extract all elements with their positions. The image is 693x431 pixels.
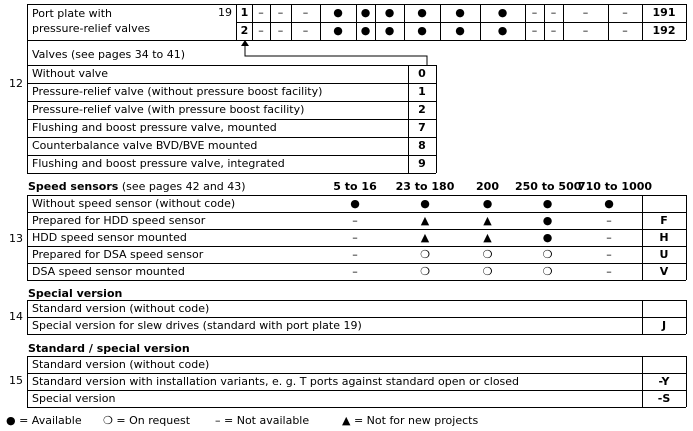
valve-row-label: Flushing and boost pressure valve, integrated [32, 157, 285, 170]
standard-special-row-label: Standard version with installation variants, e. g. T ports against standard open or closed [32, 375, 520, 388]
valve-row-label: Counterbalance valve BVD/BVE mounted [32, 139, 258, 152]
valve-row-code: 7 [418, 121, 426, 134]
valve-row-code: 0 [418, 67, 426, 80]
port-plate-cell: – [302, 24, 309, 37]
speed-sensor-cell: ❍ [542, 248, 553, 261]
speed-sensor-cell: – [352, 214, 358, 227]
port-plate-cell: ● [360, 24, 371, 37]
standard-special-row-label: Standard version (without code) [32, 358, 210, 371]
section-number-12: 12 [9, 77, 23, 90]
port-plate-cell: – [277, 24, 284, 37]
speed-sensor-row-label: Prepared for HDD speed sensor [32, 214, 206, 227]
size-column-header: 200 [476, 180, 499, 193]
speed-sensor-cell: ▲ [420, 231, 430, 244]
valve-row-code: 8 [418, 139, 426, 152]
standard-special-row-label: Special version [32, 392, 116, 405]
speed-sensor-cell: – [352, 231, 358, 244]
speed-sensor-cell: – [606, 214, 612, 227]
valve-row-label: Flushing and boost pressure valve, mounted [32, 121, 277, 134]
speed-sensor-cell: ● [420, 197, 430, 210]
speed-sensors-header-bold: Speed sensors [28, 180, 119, 193]
port-plate-cell: – [622, 24, 628, 37]
speed-sensor-cell: ▲ [483, 231, 492, 244]
special-version-header: Special version [28, 287, 123, 300]
speed-sensor-cell: ❍ [420, 248, 430, 261]
speed-sensor-cell: ❍ [482, 248, 493, 261]
legend-not-new: ▲ = Not for new projects [342, 414, 479, 427]
valve-row-label: Without valve [32, 67, 109, 80]
port-plate-cell: – [531, 24, 538, 37]
section-number-15: 15 [9, 374, 23, 387]
speed-sensor-cell: ▲ [483, 214, 492, 227]
speed-sensor-cell: ● [482, 197, 493, 210]
speed-sensor-code: H [659, 231, 669, 244]
speed-sensors-header [28, 180, 246, 194]
port-plate-valve-1: 1 [240, 6, 249, 19]
port-plate-cell: ● [497, 24, 508, 37]
standard-special-header: Standard / special version [28, 342, 190, 355]
speed-sensor-cell: ❍ [482, 265, 493, 278]
port-plate-cell: – [622, 6, 628, 19]
port-plate-cell: – [550, 24, 557, 37]
size-column-header: 5 to 16 [333, 180, 377, 193]
port-plate-cell: ● [333, 6, 343, 19]
valve-row-code: 9 [418, 157, 426, 170]
standard-special-code: -S [657, 392, 671, 405]
speed-sensor-cell: – [352, 248, 358, 261]
speed-sensor-cell: ❍ [420, 265, 430, 278]
port-plate-code-191: 191 [652, 6, 676, 19]
port-plate-cell: – [258, 24, 264, 37]
port-plate-label-line2: pressure-relief valves [32, 22, 151, 35]
speed-sensor-cell: – [352, 265, 358, 278]
speed-sensor-code: F [660, 214, 668, 227]
valve-row-label: Pressure-relief valve (without pressure boost facility) [32, 85, 323, 98]
speed-sensor-cell: – [606, 265, 612, 278]
speed-sensor-row-label: HDD speed sensor mounted [32, 231, 187, 244]
section-number-13: 13 [9, 232, 23, 245]
legend-available: ● = Available [6, 414, 82, 427]
legend-not-available: – = Not available [215, 414, 310, 427]
speed-sensor-code: V [659, 265, 669, 278]
speed-sensor-cell: ● [542, 197, 553, 210]
valves-header: Valves (see pages 34 to 41) [32, 48, 186, 61]
size-column-header: 250 to 500 [515, 180, 582, 193]
legend-on-request: ❍ = On request [103, 414, 191, 427]
port-plate-valve-2: 2 [240, 24, 249, 37]
speed-sensor-row-label: DSA speed sensor mounted [32, 265, 185, 278]
port-plate-cell: ● [417, 6, 427, 19]
port-plate-cell: ● [417, 24, 427, 37]
port-plate-cell: ● [455, 6, 465, 19]
port-plate-code-192: 192 [652, 24, 676, 37]
speed-sensor-row-label: Without speed sensor (without code) [32, 197, 236, 210]
port-plate-cell: ● [333, 24, 343, 37]
port-plate-cell: – [277, 6, 284, 19]
port-plate-cell: ● [497, 6, 508, 19]
speed-sensor-cell: ● [542, 231, 553, 244]
size-column-header: 710 to 1000 [578, 180, 653, 193]
section-number-14: 14 [9, 310, 23, 323]
port-plate-cell: – [258, 6, 264, 19]
speed-sensor-cell: – [606, 248, 612, 261]
special-version-row-label: Standard version (without code) [32, 302, 210, 315]
port-plate-number: 19 [218, 6, 232, 19]
speed-sensor-cell: ● [350, 197, 360, 210]
port-plate-cell: ● [360, 6, 371, 19]
speed-sensor-cell: ▲ [420, 214, 430, 227]
speed-sensor-cell: ● [604, 197, 614, 210]
speed-sensor-cell: ● [542, 214, 553, 227]
special-version-code: J [661, 319, 667, 332]
port-plate-cell: – [582, 24, 589, 37]
port-plate-cell: – [531, 6, 538, 19]
standard-special-code: -Y [658, 375, 670, 388]
port-plate-cell: ● [384, 24, 395, 37]
speed-sensor-cell: – [606, 231, 612, 244]
speed-sensor-code: U [659, 248, 669, 261]
speed-sensor-row-label: Prepared for DSA speed sensor [32, 248, 204, 261]
port-plate-cell: – [582, 6, 589, 19]
port-plate-label-line1: Port plate with [32, 7, 112, 20]
special-version-row-label: Special version for slew drives (standard with port plate 19) [32, 319, 362, 332]
port-plate-cell: – [550, 6, 557, 19]
valve-row-label: Pressure-relief valve (with pressure boost facility) [32, 103, 305, 116]
speed-sensor-cell: ❍ [542, 265, 553, 278]
valve-row-code: 2 [418, 103, 426, 116]
port-plate-cell: ● [384, 6, 395, 19]
valve-row-code: 1 [418, 85, 426, 98]
port-plate-cell: ● [455, 24, 465, 37]
port-plate-cell: – [302, 6, 309, 19]
speed-sensors-header-rest: (see pages 42 and 43) [118, 180, 246, 193]
size-column-header: 23 to 180 [395, 180, 455, 193]
